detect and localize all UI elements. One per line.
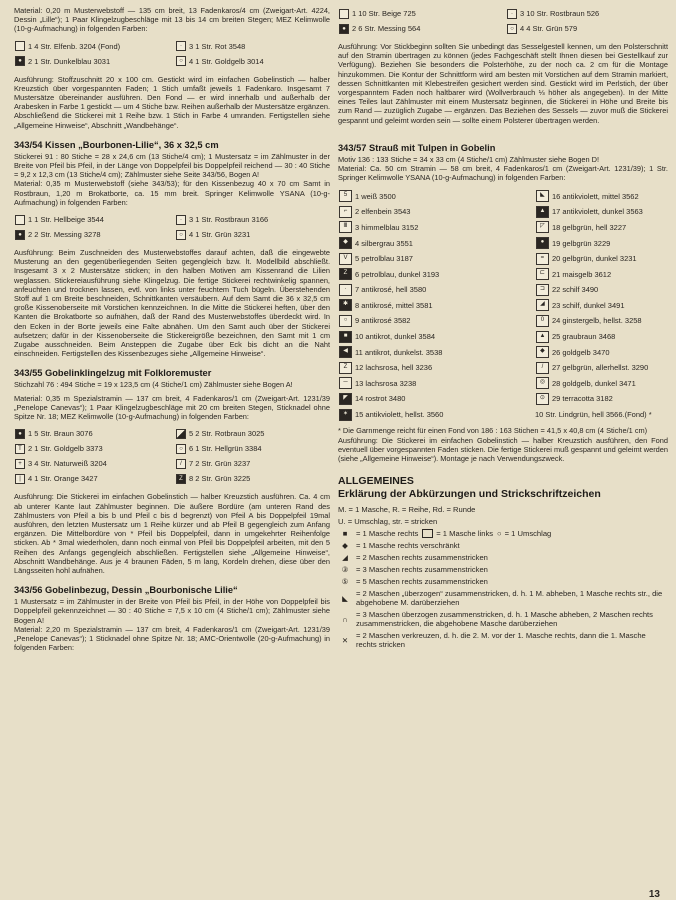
- legend-item: · 3 10 Str. Rostbraun 526: [506, 6, 668, 21]
- symbol-icon: ✱: [339, 299, 352, 311]
- intro-color-legend: [14, 39, 330, 69]
- intro-material: Material: 0,20 m Musterwebstoff — 135 cm breit, 13 Fadenkaros/4 cm (Zweigart-Art. 4224, Dessin „Lille“); 1 Paar Klingelzugbeschläge mit 13 bis 14 cm breiten Stegen; MEZ Kelimwolle (10-g-Aufmachung) in folgenden Farben:: [14, 6, 330, 34]
- section-56-material: Material: 2,20 m Spezialstramin — 137 cm breit, 4 Fadenkaros/1 cm (Zweigart-Art. 1231/39 „Penelope Canevas“); 1 Sticknadel ohne Spitze Nr. 18; AMC-Orientwolle (20-g-Aufmachung) in folgenden Farben:: [14, 624, 330, 653]
- symbol-icon: Ⅲ: [339, 221, 352, 233]
- symbol-icon: ●: [536, 237, 549, 249]
- legend-item: ⊙ 29 terracotta 3182: [535, 391, 668, 407]
- legend-item: Z 8 2 Str. Grün 3225: [175, 471, 330, 486]
- square-symbol-icon: [15, 41, 25, 51]
- right-column: [338, 6, 668, 652]
- legend-item: 5 2 Str. Rotbraun 3025: [175, 426, 330, 441]
- symbol-icon: ◀: [339, 346, 352, 358]
- circle-symbol-icon: ○: [176, 444, 186, 454]
- abbr-item: ∩ = 3 Maschen überzogen zusammenstricken, d. h. 1 Masche abheben, 2 Maschen rechts zusammenstricken, die abgehobene Masche darüberziehen: [338, 610, 668, 628]
- abbr-item: U. = Umschlag, str. = stricken: [338, 517, 438, 527]
- symbol-icon: ⊙: [536, 393, 549, 405]
- legend-item: ○ 4 1 Str. Grün 3231: [175, 227, 330, 242]
- legend-item: ◸ 18 gelbgrün, hell 3227: [535, 220, 668, 236]
- section-55-instructions: Ausführung: Die Stickerei im einfachen Gobelinstich — halber Kreuzstich ausführen. Ca. 4 cm ab unterer Kante laut Zählmuster beginnen. Die äußere Bordüre (am unteren Rand des Zählmusters von Pfeil a bis b und Pfeil c bis d begrenzt) von Pfeil A bis Doppelpfeil 19mal ausführen, den letzten Mustersatz um 1 Reihe kürzer und ab Pfeil B gegengleich zum Anfang ergänzen. Die Mittelbordüre von * Pfeil bis Doppelpfeil, dann in umgekehrter Reihenfolge sticken. Ab * 3mal wiederholen, dann noch einmal von Pfeil bis Doppelpfeil arbeiten, mit den 5 Reihen des Anfangs gegengleich abschließen. Fertigstellen siehe „Allgemeine Hinweise“, Abschnitt Wandbehänge. Aus je 4 braunen Fäden, 5 m lang, Kordeln drehen, diese über den Längsseiten hohl aufnähen.: [14, 492, 330, 575]
- section-title-54: 343/54 Kissen „Bourbonen-Lilie“, 36 x 32,5 cm: [14, 139, 219, 150]
- symbol-icon: =: [536, 253, 549, 265]
- legend-item: 1 4 Str. Elfenb. 3204 (Fond): [14, 39, 169, 54]
- legend-item: Ⅲ 3 himmelblau 3152: [338, 220, 531, 236]
- symbol-icon: ■: [339, 331, 352, 343]
- section-title-57: 343/57 Strauß mit Tulpen in Gobelin: [338, 142, 496, 153]
- k2tog-icon: ◢: [342, 553, 348, 563]
- legend-item: + 3 4 Str. Naturweiß 3204: [14, 456, 169, 471]
- section-55-desc: Stichzahl 76 : 494 Stiche = 19 x 123,5 cm (4 Stiche/1 cm) Zählmuster siehe Bogen A!: [14, 380, 293, 390]
- symbol-icon: ◤: [339, 393, 352, 405]
- knit-right-icon: ■: [342, 529, 348, 539]
- sk2p-icon: ∩: [342, 614, 348, 624]
- line-symbol-icon: /: [176, 459, 186, 469]
- legend-item: ■ 10 antikrot, dunkel 3584: [338, 329, 531, 345]
- legend-item: ● 1 5 Str. Braun 3076: [14, 426, 169, 441]
- legend-item: = 20 gelbgrün, dunkel 3231: [535, 251, 668, 267]
- legend-item: Z 12 lachsrosa, hell 3236: [338, 360, 531, 376]
- legend-item: ● 19 gelbgrün 3229: [535, 235, 668, 251]
- cross-stitch-icon: ✕: [341, 635, 349, 645]
- symbol-icon: ✶: [339, 409, 352, 421]
- symbol-icon: ◆: [536, 346, 549, 358]
- legend-item: ○ 9 antikrosé 3582: [338, 313, 531, 329]
- symbol-icon: ⊐: [536, 284, 549, 296]
- legend-item: · 7 antikrosé, hell 3580: [338, 282, 531, 298]
- filled-symbol-icon: ●: [15, 56, 25, 66]
- legend-item: ◆ 26 goldgelb 3470: [535, 344, 668, 360]
- section-57-note: * Die Garnmenge reicht für einen Fond von 186 : 163 Stichen = 41,5 x 40,8 cm (4 Stiche/1 cm): [338, 426, 648, 436]
- left-column: [14, 6, 330, 652]
- legend-item: ◀ 11 antikrot, dunkelst. 3538: [338, 344, 531, 360]
- k3tog-icon: ③: [341, 565, 349, 575]
- symbol-icon: ·: [339, 284, 352, 296]
- section-54-color-legend: [14, 212, 330, 242]
- legend-item: ▲ 17 antikviolett, dunkel 3563: [535, 204, 668, 220]
- abbr-item: ◆ = 1 Masche rechts verschränkt: [338, 541, 668, 550]
- legend-item: ◆ 4 silbergrau 3551: [338, 235, 531, 251]
- section-55-material: Material: 0,35 m Spezialstramin — 137 cm breit, 4 Fadenkaros/1 cm (Zweigart-Art. 1231/39 „Penelope Canevas“); 1 Paar Klingelzugbeschläge mit 20 cm breiten Stegen, Sticknadel ohne Spitze Nr. 18; MEZ Kelimwolle (10-g-Aufmachung) in folgenden Farben:: [14, 393, 330, 422]
- intro-instructions: Ausführung: Stoffzuschnitt 20 x 100 cm. Gestickt wird im einfachen Gobelinstich — halber Kreuzstich über vorgespannten Faden; 1 Stich umfaßt jeweils 1 Fadenkaro. Insgesamt 7 Mustersätze übereinander ausführen. Den Fond — er wird innerhalb und außerhalb der Arabesken in Farbe 1 gestickt — um 4 Stiche bzw. Reihen außerhalb der Mustersätze ergänzen. Abschließend die Stickerei mit 1 Reihe bzw. 1 Stich in Farbe 4 umranden. Fertigstellen siehe „Allgemeine Hinweise“, Abschnitt „Wandbehänge“.: [14, 74, 330, 130]
- abbreviation-list: [338, 505, 668, 649]
- symbol-icon: ○: [339, 315, 352, 327]
- section-57-instructions: Ausführung: Die Stickerei im einfachen Gobelinstich — halber Kreuzstich ausführen, den Fond eventuell über vorgespannten Faden sticken. Die fertige Stickerei muß gespannt und geleimt werden (siehe „Allgemeine Hinweise“). Montage je nach Verwendungszweck.: [338, 435, 668, 463]
- general-subtitle: Erklärung der Abkürzungen und Strickschriftzeichen: [338, 488, 601, 501]
- symbol-icon: ⌐: [339, 206, 352, 218]
- legend-item: · 3 1 Str. Rot 3548: [175, 39, 330, 54]
- abbr-item: ⑤ = 5 Maschen rechts zusammenstricken: [338, 577, 668, 586]
- filled-symbol-icon: ●: [15, 230, 25, 240]
- top-color-legend: [338, 6, 668, 36]
- section-57-material: Material: Ca. 50 cm Stramin — 58 cm breit, 4 Fadenkaros/1 cm (Zweigart-Art. 1231/39); 1 Str. Springer Kelimwolle YSANA (10-g-Aufmachung) in folgenden Farben:: [338, 164, 668, 183]
- legend-item: ✶ 15 antikviolett, hellst. 3560: [338, 407, 531, 423]
- legend-item: ○ 4 1 Str. Goldgelb 3014: [175, 54, 330, 69]
- symbol-icon: ◆: [339, 237, 352, 249]
- filled-symbol-icon: ●: [15, 429, 25, 439]
- dot-symbol-icon: ·: [176, 215, 186, 225]
- symbol-icon: ◎: [536, 377, 549, 389]
- section-title-56: 343/56 Gobelinbezug, Dessin „Bourbonische Lilie“: [14, 585, 238, 596]
- legend-item: / 27 gelbgrün, allerhellst. 3290: [535, 360, 668, 376]
- legend-item: ⊐ 22 schilf 3490: [535, 282, 668, 298]
- knit-left-icon: [422, 529, 433, 538]
- circle-symbol-icon: ○: [176, 230, 186, 240]
- legend-item: 1 10 Str. Beige 725: [338, 6, 500, 21]
- legend-item: ○ 4 4 Str. Grün 579: [506, 21, 668, 36]
- symbol-icon: ─: [339, 377, 352, 389]
- legend-item: ◎ 28 goldgelb, dunkel 3471: [535, 376, 668, 392]
- symbol-icon: V: [339, 253, 352, 265]
- symbol-icon: ◢: [536, 299, 549, 311]
- square-symbol-icon: [339, 9, 349, 19]
- section-57-color-legend: [338, 188, 668, 422]
- abbr-item: ■ = 1 Masche rechts = 1 Masche links ○ = 1 Umschlag: [338, 529, 668, 538]
- symbol-icon: ◣: [536, 190, 549, 202]
- symbol-icon: Z: [339, 362, 352, 374]
- legend-item: ▲ 25 graubraun 3468: [535, 329, 668, 345]
- half-symbol-icon: [176, 429, 186, 439]
- symbol-icon: ◸: [536, 221, 549, 233]
- abbr-item: ✕ = 2 Maschen verkreuzen, d. h. die 2. M. vor der 1. Masche rechts, dann die 1. Masche rechts stricken: [338, 631, 668, 649]
- legend-item: ⌐ 2 elfenbein 3543: [338, 204, 531, 220]
- filled-symbol-icon: ●: [339, 24, 349, 34]
- section-54-desc: Stickerei 91 : 80 Stiche = 28 x 24,6 cm (13 Stiche/4 cm); 1 Mustersatz = im Zählmuster in der Breite von Pfeil bis Pfeil, in der Länge von Doppelpfeil bis Doppelpfeil reichend — 30 : 40 Stiche = 9,2 x 12,3 cm (13 Stiche/4 cm); Zählmuster siehe Seite 343/56, Bogen A!: [14, 151, 330, 180]
- abbr-item: ◣ = 2 Maschen „überzogen“ zusammenstricken, d. h. 1 M. abheben, 1 Masche rechts str., die abgehobene M. darüberziehen: [338, 589, 668, 607]
- symbol-icon: ▲: [536, 206, 549, 218]
- circle-symbol-icon: ○: [176, 56, 186, 66]
- symbol-icon: ▲: [536, 331, 549, 343]
- plus-symbol-icon: +: [15, 459, 25, 469]
- legend-item: | 4 1 Str. Orange 3427: [14, 471, 169, 486]
- page-number: 13: [648, 889, 660, 900]
- k5tog-icon: ⑤: [341, 577, 349, 587]
- legend-item: V 5 petrolblau 3187: [338, 251, 531, 267]
- section-54-material: Material: 0,35 m Musterwebstoff (siehe 343/53); für den Kissenbezug 40 x 70 cm Samt in Rostbraun, 1,20 m Brokatborte, ca. 15 mm breit. Springer Kelimwolle YSANA (10-g-Aufmachung) in folgenden Farben:: [14, 179, 330, 207]
- legend-item: ○ 6 1 Str. Hellgrün 3384: [175, 441, 330, 456]
- general-title: ALLGEMEINES: [338, 475, 414, 488]
- dot-symbol-icon: ·: [176, 41, 186, 51]
- dot-symbol-icon: ·: [507, 9, 517, 19]
- symbol-icon: 0: [536, 315, 549, 327]
- legend-item: ● 2 2 Str. Messing 3278: [14, 227, 169, 242]
- legend-item: ✱ 8 antikrosé, mittel 3581: [338, 298, 531, 314]
- bar-symbol-icon: |: [15, 474, 25, 484]
- legend-item: 0 24 ginstergelb, hellst. 3258: [535, 313, 668, 329]
- abbr-item: ③ = 3 Maschen rechts zusammenstricken: [338, 565, 668, 574]
- skp-icon: ◣: [342, 593, 348, 603]
- legend-item: / 7 2 Str. Grün 3237: [175, 456, 330, 471]
- legend-item: T 2 1 Str. Goldgelb 3373: [14, 441, 169, 456]
- legend-item: ◢ 23 schilf, dunkel 3491: [535, 298, 668, 314]
- yarn-over-icon: ○: [497, 529, 502, 539]
- z-symbol-icon: Z: [176, 474, 186, 484]
- legend-item: 5 1 weiß 3500: [338, 188, 531, 204]
- legend-item: ⊏ 21 maisgelb 3612: [535, 266, 668, 282]
- section-56-desc: 1 Mustersatz = im Zählmuster in der Breite von Pfeil bis Pfeil, in der Höhe von Doppelpfeil bis Doppelpfeil gekennzeichnet — 30 : 40 Stiche = 7,5 x 10 cm (4 Stiche/1 cm); Zählmuster siehe Bogen A!: [14, 597, 330, 625]
- symbol-icon: 5: [339, 190, 352, 202]
- square-symbol-icon: [15, 215, 25, 225]
- section-title-55: 343/55 Gobelinklingelzug mit Folkloremuster: [14, 368, 212, 379]
- legend-item: Z 6 petrolblau, dunkel 3193: [338, 266, 531, 282]
- legend-item: ─ 13 lachsrosa 3238: [338, 376, 531, 392]
- legend-item: · 3 1 Str. Rostbraun 3166: [175, 212, 330, 227]
- circle-symbol-icon: ○: [507, 24, 517, 34]
- legend-item: 1 1 Str. Hellbeige 3544: [14, 212, 169, 227]
- legend-item: ● 2 1 Str. Dunkelblau 3031: [14, 54, 169, 69]
- top-instructions: Ausführung: Vor Stickbeginn sollten Sie unbedingt das Sesselgestell kennen, um den Polsterschnitt auf den Stramin übertragen zu können (jedes Fachgeschäft stellt Ihnen diesen bei Gestellkauf zur Verfügung). Beziehen Sie besonders die Polsterhöhe, zu der noch ca. 2 cm für die Montage hinzukommen. Die Kontur der Schnittform wird am besten mit Vorstichen auf dem Stramin markiert, dessen Schnittkanten mit Klebestreifen gesichert werden sind. Gestickt wird im Perlstich, der über vorgespanntem Faden noch haltbarer wird (Wollverbrauch ⅓ höher als angegeben). In der Mitte eines Teiles laut Zählmuster mit einem Mustersatz beginnen, die Stickerei in Höhe und Breite bis zum Rand — zuzüglich Zugabe — ergänzen. Das Beziehen des Sessels — zuvor muß die Stickerei gespannt und geleimt worden sein — sollte einem Polsterer übertragen werden.: [338, 42, 668, 125]
- abbr-item: M. = 1 Masche, R. = Reihe, Rd. = Runde: [338, 505, 476, 515]
- symbol-icon: Z: [339, 268, 352, 280]
- legend-item: ◤ 14 rostrot 3480: [338, 391, 531, 407]
- twisted-stitch-icon: ◆: [342, 541, 348, 551]
- symbol-icon: ⊏: [536, 268, 549, 280]
- legend-item: ● 2 6 Str. Messing 564: [338, 21, 500, 36]
- legend-item: 10 Str. Lindgrün, hell 3566.(Fond) *: [534, 410, 652, 420]
- grid-symbol-icon: T: [15, 444, 25, 454]
- abbr-item: ◢ = 2 Maschen rechts zusammenstricken: [338, 553, 668, 562]
- section-55-color-legend: [14, 426, 330, 486]
- legend-item: ◣ 16 antikviolett, mittel 3562: [535, 188, 668, 204]
- section-57-desc: Motiv 136 : 133 Stiche = 34 x 33 cm (4 Stiche/1 cm) Zählmuster siehe Bogen D!: [338, 154, 600, 164]
- section-54-instructions: Ausführung: Beim Zuschneiden des Musterwebstoffes darauf achten, daß die eingewebte Musterung an den gegenüberliegenden Seiten gegengleich bzw. lt. Modellbild abschließt. Insgesamt 3 x 2 Mustersätze sticken; in den halben Motiven am Kissenrand die Lilien weglassen. Stickereiausführung siehe Klingelzug. Die fertige Stickerei rechtwinkelig spannen, anfeuchten und trocknen lassen, evtl. von links unter feuchtem Tuch bügeln. Überstehenden Stoff auf 1 cm Breite beschneiden, Schnittkanten versäubern. Auf dem Samt die 36 x 32,5 cm große Kissenoberseite mit Vorstichen kennzeichnen. In die Mitte die Stickerei heften, über den Kanten die Brokatborte so aufnähen, daß der Rand des Musterwebstoffes überdeckt wird. In den Ecken in der Borte jeweils eine Falte abnähen. Um den Samt auch über der Stickerei aufsetzen; dafür in der Kissenoberseite die Stickereigröße bezeichnen, den Samt mit 1 cm Zugabe ausschneiden. Beim Ansteppen die Zugabe über Eck bis dicht an die Naht einschneiden. Fertigstellen des Kissenbezuges siehe „Allgemeine Hinweise“.: [14, 248, 330, 359]
- symbol-icon: /: [536, 362, 549, 374]
